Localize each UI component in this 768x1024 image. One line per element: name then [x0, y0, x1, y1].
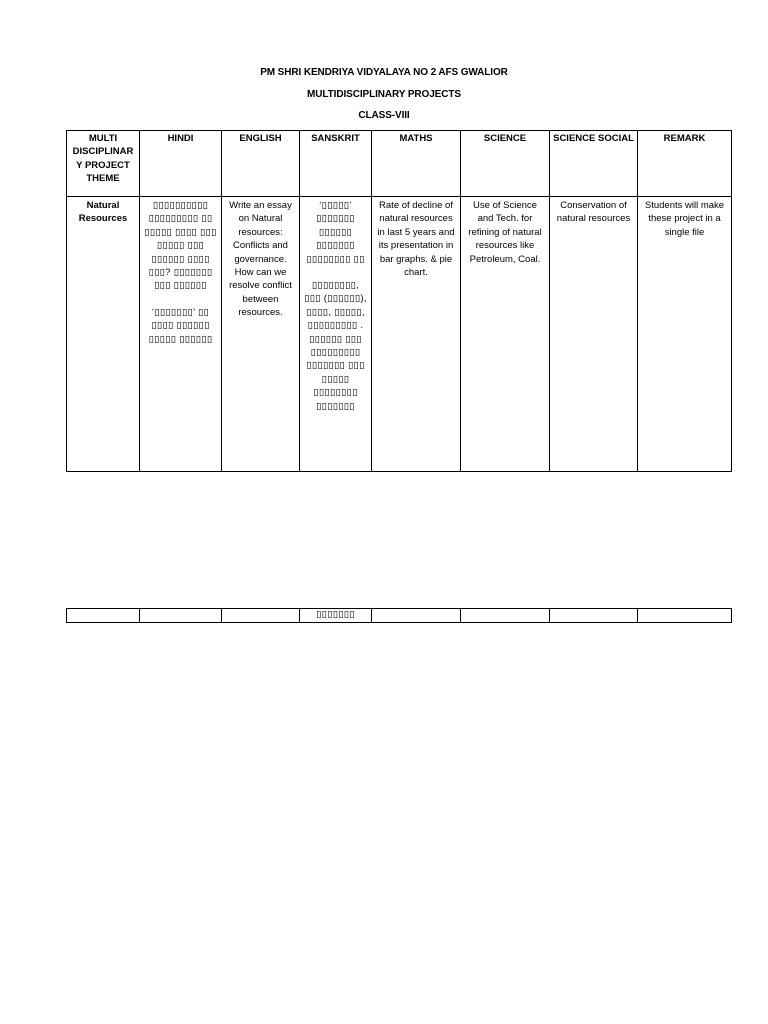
- english-cell: Write an essay on Natural resources: Conflicts and governance. How can we resolve conflict between resources.: [222, 197, 300, 472]
- continuation-cell-empty: [67, 609, 140, 623]
- continuation-sanskrit-cell: ▯▯▯▯▯▯▯: [300, 609, 372, 623]
- col-header-theme: MULTI DISCIPLINAR Y PROJECT THEME: [67, 131, 140, 197]
- hindi-text-2: ‘▯▯▯▯▯▯▯’ ▯▯ ▯▯▯▯ ▯▯▯▯▯▯ ▯▯▯▯▯ ▯▯▯▯▯▯: [148, 306, 213, 345]
- document-subtitle: MULTIDISCIPLINARY PROJECTS: [307, 89, 461, 100]
- sanskrit-text-3: ▯▯▯▯▯▯ ▯▯▯ ▯▯▯▯▯▯▯▯▯ ▯▯▯▯▯▯▯ ▯▯▯ ▯▯▯▯▯ ▯▯▯▯▯▯▯▯ ▯▯▯▯▯▯▯: [306, 333, 365, 412]
- sanskrit-cell: [300, 197, 372, 472]
- continuation-cell-empty: [372, 609, 461, 623]
- continuation-cell-empty: [461, 609, 550, 623]
- theme-cell: Natural Resources: [67, 197, 140, 472]
- col-header-social: SCIENCE SOCIAL: [550, 131, 638, 197]
- science-cell: Use of Science and Tech. for refining of natural resources like Petroleum, Coal.: [461, 197, 550, 472]
- continuation-table: [66, 608, 732, 623]
- table-row: [67, 197, 732, 472]
- hindi-text-1: ▯▯▯▯▯▯▯▯▯▯ ▯▯▯▯▯▯▯▯▯ ▯▯ ▯▯▯▯▯ ▯▯▯▯ ▯▯▯ ▯▯▯▯▯ ▯▯▯ ▯▯▯▯▯▯ ▯▯▯▯ ▯▯▯? ▯▯▯▯▯▯▯ ▯▯▯ ▯▯▯▯▯▯: [144, 200, 217, 292]
- continuation-cell-empty: [222, 609, 300, 623]
- col-header-sanskrit: SANSKRIT: [300, 131, 372, 197]
- sanskrit-text-1: ‘▯▯▯▯▯’ ▯▯▯▯▯▯▯ ▯▯▯▯▯▯ ▯▯▯▯▯▯▯ ▯▯▯▯▯▯▯▯ ▯▯: [306, 200, 365, 265]
- col-header-science: SCIENCE: [461, 131, 550, 197]
- continuation-cell-empty: [550, 609, 638, 623]
- table-header-row: [67, 131, 732, 197]
- projects-table: [66, 130, 732, 472]
- col-header-remark: REMARK: [638, 131, 732, 197]
- col-header-hindi: HINDI: [140, 131, 222, 197]
- maths-cell: Rate of decline of natural resources in last 5 years and its presentation in bar graphs. & pie chart.: [372, 197, 461, 472]
- col-header-english: ENGLISH: [222, 131, 300, 197]
- continuation-cell-empty: [638, 609, 732, 623]
- hindi-cell: [140, 197, 222, 472]
- social-science-cell: Conservation of natural resources: [550, 197, 638, 472]
- remark-cell: Students will make these project in a single file: [638, 197, 732, 472]
- table-row: [67, 609, 732, 623]
- continuation-cell-empty: [140, 609, 222, 623]
- col-header-maths: MATHS: [372, 131, 461, 197]
- class-label: CLASS-VIII: [358, 110, 410, 121]
- school-name: PM SHRI KENDRIYA VIDYALAYA NO 2 AFS GWALIOR: [260, 67, 508, 78]
- sanskrit-text-2: ▯▯▯▯▯▯▯▯, ▯▯▯ (▯▯▯▯▯▯), ▯▯▯▯, ▯▯▯▯▯, ▯▯▯▯▯▯▯▯▯ .: [304, 280, 367, 332]
